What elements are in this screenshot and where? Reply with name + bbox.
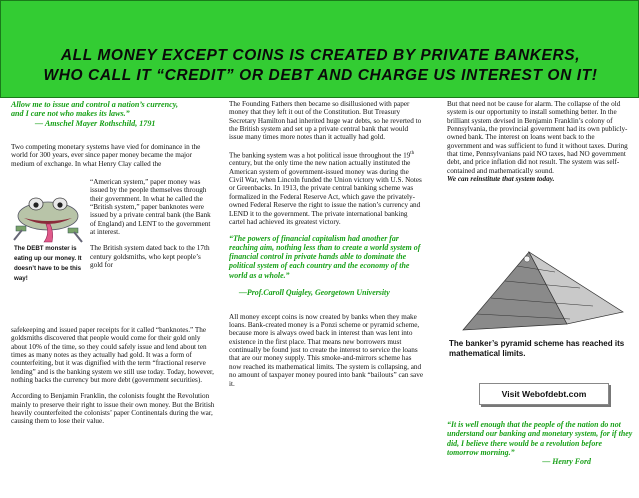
col3-body	[447, 100, 630, 191]
debt-monster-caption: The DEBT monster is eating up our money. It doesn’t have to be this way!	[14, 245, 82, 282]
pyramid-scheme-illustration	[455, 248, 633, 334]
col1-paragraph-3: According to Benjamin Franklin, the colonists fought the Revolution mainly to preserve their right to issue their own money. But the British heavily counterfeited the colonists’ paper Continentals during the war, causing them to lose their value.	[11, 392, 215, 426]
henry-ford-quote	[447, 420, 635, 466]
rothschild-quote	[11, 100, 211, 128]
rothschild-quote-attribution: — Amschel Mayer Rothschild, 1791	[35, 118, 156, 128]
henry-ford-attribution: — Henry Ford	[542, 457, 591, 467]
col1-paragraph-2-rest: safekeeping and issued paper receipts for it called “banknotes.” The goldsmiths discovered that people would come for their gold only about 10% of the time, so they could safely issue and lend about ten times as many notes as they actually had gold. It was a form of counterfeiting, but it was dignified with the term “fractional reserve lending” and is the banking system we still use today. Today, however, nothing backs the currency but more debt (government securities).	[11, 326, 214, 385]
pyramid-caption: The banker’s pyramid scheme has reached its mathematical limits.	[449, 339, 625, 358]
col2-paragraph-2	[229, 150, 423, 226]
col1-body	[11, 326, 216, 434]
col1-paragraph-2-start: The British system dated back to the 17th century goldsmiths, who kept people’s gold for	[90, 244, 210, 270]
col2-paragraph-2-start: The banking system was a hot political issue throughout the 19	[229, 151, 411, 160]
headline-line-2: WHO CALL IT “CREDIT” OR DEBT AND CHARGE US INTEREST ON IT!	[43, 67, 598, 84]
col1-wrapped-text	[90, 178, 215, 277]
col2-paragraph-3: All money except coins is now created by banks when they make loans. Bank-created money is a Ponzi scheme or pyramid scheme, because more is always owed back in interest than was lent into existence in the first place. That means new borrowers must continually be found just to create the interest to service the loans that are our money supply. This smoke-and-mirrors scheme has now reached its mathematical limits. The system is collapsing, and no amount of taxpayer money poured into bank “bailouts” can save it.	[229, 312, 424, 388]
col3-emphasis: We can reinstitute that system today.	[447, 175, 555, 184]
rothschild-quote-line-1: Allow me to issue and control a nation’s currency,	[11, 100, 179, 109]
col2-body	[229, 100, 423, 396]
visit-webofdebt-link[interactable]: Visit Webofdebt.com	[479, 383, 609, 405]
headline-line-1: ALL MONEY EXCEPT COINS IS CREATED BY PRIVATE BANKERS,	[60, 47, 581, 64]
quigley-quote-attribution: —Prof.Caroll Quigley, Georgetown University	[239, 287, 390, 297]
col3-paragraph-1: But that need not be cause for alarm. The collapse of the old system is our opportunity to install something better. In the brilliant system devised in Benjamin Franklin’s colony of Pennsylvania, the provincial government had its own publicly-owned bank. The interest on loans went back to the government and was sufficient to fund it without taxes. During that time, Pennsylvanians paid NO taxes, had NO government debt, and price inflation did not result. The system was self-contained and mathematically sound.	[447, 100, 628, 175]
col2-paragraph-1: The Founding Fathers then became so disillusioned with paper money that they left it out of the Constitution. But Treasury Secretary Hamilton had inherited huge war debts, so he reverted to the British system and set up a private central bank that would issue many times more notes than it actually had gold.	[229, 100, 422, 142]
debt-monster-illustration	[10, 188, 86, 244]
col2-paragraph-2-end: century, but the only time the new nation actually instituted the American system of government-issued money was during the Civil War, when Lincoln funded the Union victory with U.S. Notes or Greenbacks. In 1913, the private central banking scheme was formalized in the Federal Reserve Act, which gave the privately-owned Federal Reserve the right to issue the nation’s currency and LEND it to the government. The private international banking cartel had achieved its greatest victory.	[229, 159, 422, 226]
col2-superscript: th	[410, 150, 415, 156]
quigley-quote: “The powers of financial capitalism had another far reaching aim, nothing less than to create a world system of financial control in private hands able to dominate the political system of each country and the economy of the world as a whole.”	[229, 234, 421, 280]
col1-paragraph-1-continued: “American system,” paper money was issued by the people themselves through their government. In what he called the “British system,” paper banknotes were issued by a private central bank (the Bank of England) and LENT to the government at interest.	[90, 178, 211, 237]
col1-paragraph-1: Two competing monetary systems have vied for dominance in the world for 300 years, ever since paper money became the major medium of exchange. In what Henry Clay called the	[11, 143, 201, 168]
rothschild-quote-line-2: and I care not who makes its laws.”	[11, 109, 130, 119]
headline-banner	[0, 0, 639, 98]
henry-ford-quote-text: “It is well enough that the people of the nation do not understand our banking and monetary system, for if they did, I believe there would be a revolution before tomorrow morning.”	[447, 420, 633, 457]
